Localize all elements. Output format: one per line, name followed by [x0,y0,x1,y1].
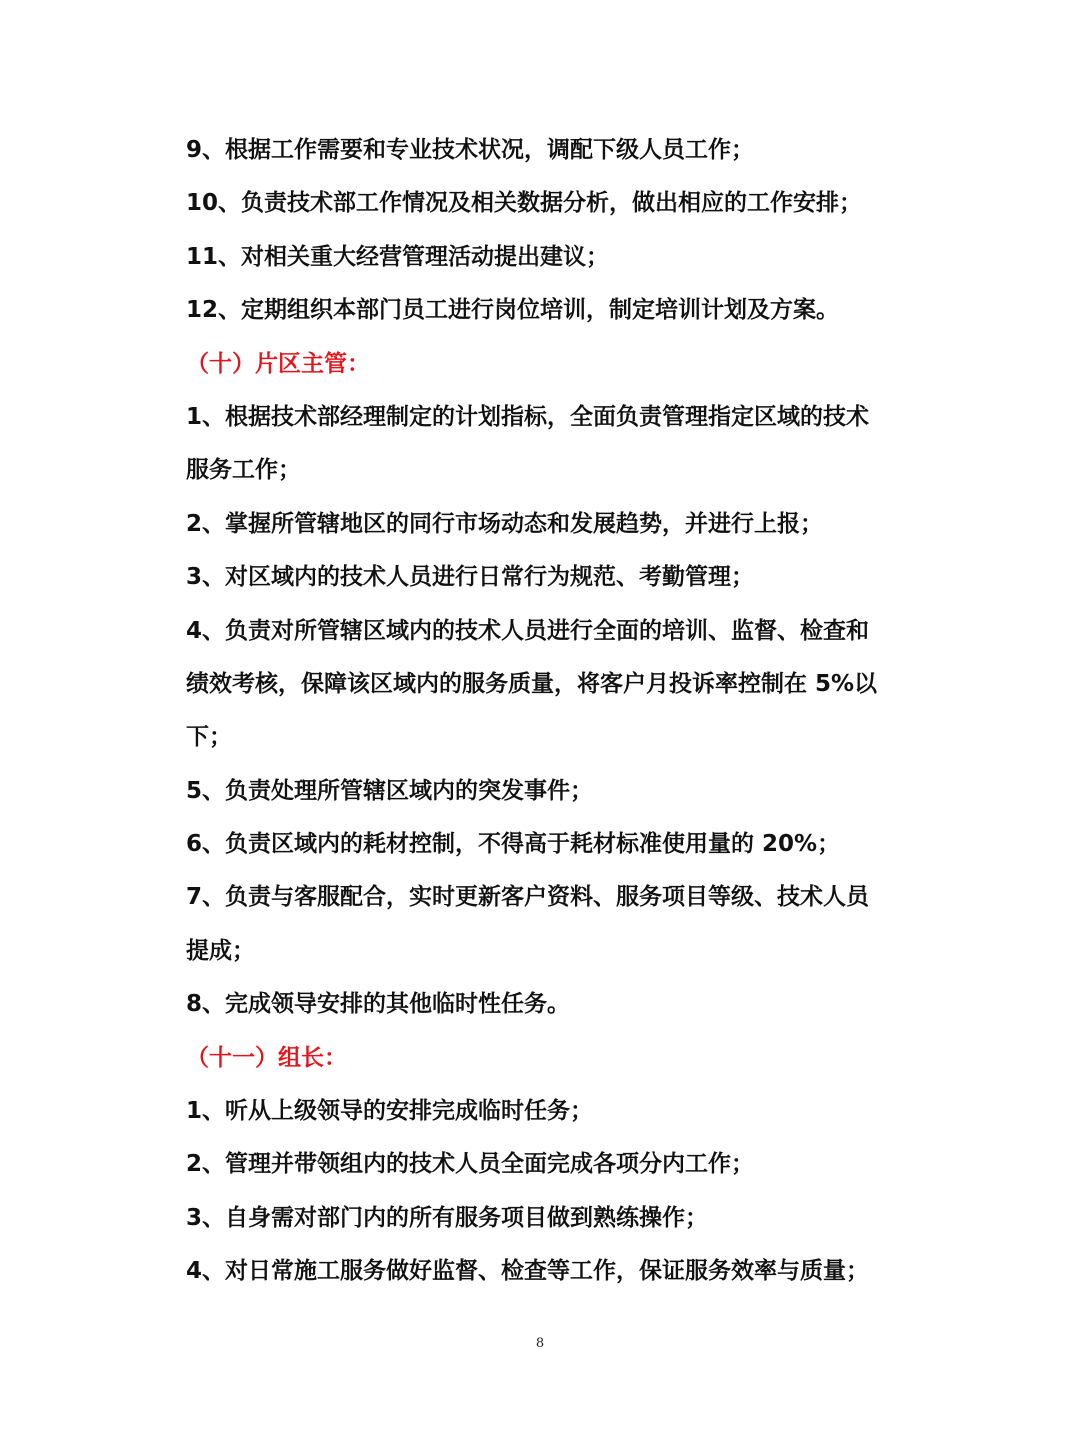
list-item-1-line-1: 1、根据技术部经理制定的计划指标，全面负责管理指定区域的技术 [186,403,870,430]
list-item-1: 1、听从上级领导的安排完成临时任务； [186,1098,594,1125]
document-body [186,124,906,1299]
list-item-9: 9、根据工作需要和专业技术状况，调配下级人员工作； [186,137,755,163]
list-item-5: 5、负责处理所管辖区域内的突发事件； [186,777,594,804]
list-item-4-line-3: 下； [186,724,232,751]
list-item-4: 4、对日常施工服务做好监督、检查等工作，保证服务效率与质量； [186,1258,870,1285]
list-item-1-line-2: 服务工作； [186,457,301,484]
list-item-12: 12、定期组织本部门员工进行岗位培训，制定培训计划及方案。 [186,297,840,324]
section-heading-team-leader: （十一）组长： [186,1044,347,1071]
list-item-7-line-1: 7、负责与客服配合，实时更新客户资料、服务项目等级、技术人员 [186,884,870,911]
list-item-7-line-2: 提成； [186,937,255,964]
list-item-8: 8、完成领导安排的其他临时性任务。 [186,991,571,1018]
list-item-10: 10、负责技术部工作情况及相关数据分析，做出相应的工作安排； [186,190,863,217]
page-number: 8 [535,1336,545,1351]
list-item-3: 3、自身需对部门内的所有服务项目做到熟练操作； [186,1204,709,1231]
list-item-6: 6、负责区域内的耗材控制，不得高于耗材标准使用量的 20%； [186,831,841,858]
section-heading-area-supervisor: （十）片区主管： [186,350,370,377]
list-item-4-line-1: 4、负责对所管辖区域内的技术人员进行全面的培训、监督、检查和 [186,617,870,644]
list-item-2: 2、掌握所管辖地区的同行市场动态和发展趋势，并进行上报； [186,510,824,537]
list-item-3: 3、对区域内的技术人员进行日常行为规范、考勤管理； [186,564,755,591]
list-item-11: 11、对相关重大经营管理活动提出建议； [186,243,610,270]
list-item-4-line-2: 绩效考核，保障该区域内的服务质量，将客户月投诉率控制在 5%以 [186,670,878,697]
list-item-2: 2、管理并带领组内的技术人员全面完成各项分内工作； [186,1151,755,1178]
